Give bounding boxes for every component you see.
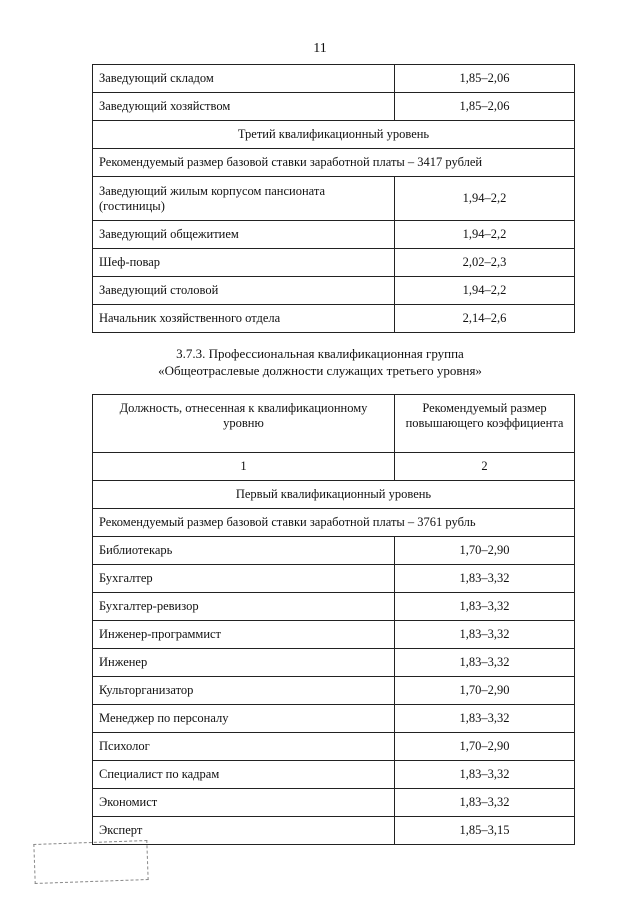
column-number: 2 xyxy=(395,453,575,481)
position-name: Библиотекарь xyxy=(93,537,395,565)
coefficient-value: 1,83–3,32 xyxy=(395,761,575,789)
level-heading-row xyxy=(93,121,575,149)
coefficient-value: 1,83–3,32 xyxy=(395,789,575,817)
table-row xyxy=(93,565,575,593)
position-name: Бухгалтер-ревизор xyxy=(93,593,395,621)
base-rate: Рекомендуемый размер базовой ставки заработной платы – 3417 рублей xyxy=(93,149,575,177)
coefficient-value: 1,85–2,06 xyxy=(395,65,575,93)
position-name: Бухгалтер xyxy=(93,565,395,593)
coefficient-value: 1,85–2,06 xyxy=(395,93,575,121)
table-row xyxy=(93,537,575,565)
coefficient-value: 1,83–3,32 xyxy=(395,593,575,621)
table-row xyxy=(93,65,575,93)
level-heading: Третий квалификационный уровень xyxy=(93,121,575,149)
section-heading-line1: 3.7.3. Профессиональная квалификационная группа xyxy=(176,346,464,361)
position-name: Психолог xyxy=(93,733,395,761)
column-header-position: Должность, отнесенная к квалификационному уровню xyxy=(93,395,395,453)
coefficient-value: 1,94–2,2 xyxy=(395,277,575,305)
table-row xyxy=(93,789,575,817)
table-row xyxy=(93,177,575,221)
table-row xyxy=(93,705,575,733)
coefficient-value: 1,83–3,32 xyxy=(395,649,575,677)
coefficient-value: 1,70–2,90 xyxy=(395,677,575,705)
column-header-coefficient: Рекомендуемый размер повышающего коэффициента xyxy=(395,395,575,453)
level-heading-row xyxy=(93,481,575,509)
coefficient-value: 2,14–2,6 xyxy=(395,305,575,333)
table-row xyxy=(93,733,575,761)
base-rate-row xyxy=(93,149,575,177)
table-row xyxy=(93,649,575,677)
position-name: Начальник хозяйственного отдела xyxy=(93,305,395,333)
position-name: Заведующий хозяйством xyxy=(93,93,395,121)
position-name: Эксперт xyxy=(93,817,395,845)
table-row xyxy=(93,305,575,333)
level-heading: Первый квалификационный уровень xyxy=(93,481,575,509)
position-name: Заведующий столовой xyxy=(93,277,395,305)
position-name: Шеф-повар xyxy=(93,249,395,277)
position-name: Инженер xyxy=(93,649,395,677)
page-number: 11 xyxy=(313,41,327,56)
coefficient-value: 1,94–2,2 xyxy=(395,221,575,249)
table-row xyxy=(93,677,575,705)
coefficient-value: 1,83–3,32 xyxy=(395,621,575,649)
base-rate: Рекомендуемый размер базовой ставки заработной платы – 3761 рубль xyxy=(93,509,575,537)
table-row xyxy=(93,221,575,249)
position-name: Культорганизатор xyxy=(93,677,395,705)
coefficient-value: 1,94–2,2 xyxy=(395,177,575,221)
coefficient-value: 1,85–3,15 xyxy=(395,817,575,845)
position-name: Экономист xyxy=(93,789,395,817)
position-name: Заведующий складом xyxy=(93,65,395,93)
position-name: Инженер-программист xyxy=(93,621,395,649)
table-row xyxy=(93,249,575,277)
table-row xyxy=(93,277,575,305)
coefficient-value: 1,70–2,90 xyxy=(395,537,575,565)
table-header-row xyxy=(93,395,575,453)
official-stamp xyxy=(33,840,148,884)
position-name: Заведующий жилым корпусом пансионата (гостиницы) xyxy=(93,177,395,221)
position-name: Заведующий общежитием xyxy=(93,221,395,249)
section-heading-line2: «Общеотраслевые должности служащих третьего уровня» xyxy=(158,363,482,378)
coefficient-value: 1,70–2,90 xyxy=(395,733,575,761)
salary-table xyxy=(92,394,575,845)
position-name: Менеджер по персоналу xyxy=(93,705,395,733)
table-row xyxy=(93,817,575,845)
table-row xyxy=(93,93,575,121)
section-heading xyxy=(0,345,640,379)
position-name: Специалист по кадрам xyxy=(93,761,395,789)
column-number: 1 xyxy=(93,453,395,481)
table-row xyxy=(93,621,575,649)
base-rate-row xyxy=(93,509,575,537)
table-row xyxy=(93,593,575,621)
coefficient-value: 2,02–2,3 xyxy=(395,249,575,277)
table-row xyxy=(93,761,575,789)
coefficient-value: 1,83–3,32 xyxy=(395,565,575,593)
coefficient-value: 1,83–3,32 xyxy=(395,705,575,733)
salary-table-part xyxy=(92,64,575,333)
column-number-row xyxy=(93,453,575,481)
